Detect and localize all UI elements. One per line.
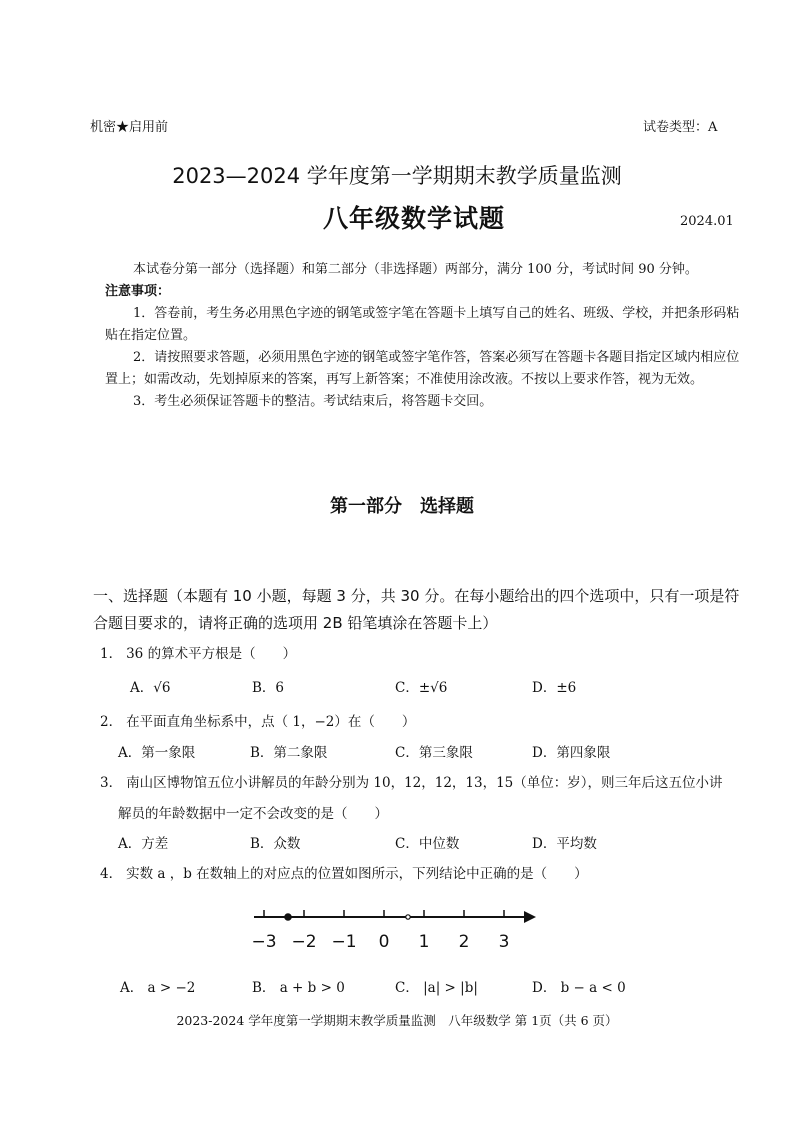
question-number: 3． xyxy=(100,775,123,791)
question-text-line1: 南山区博物馆五位小讲解员的年龄分别为 10，12，12，13，15（单位：岁），则三年后这五位小讲 xyxy=(126,775,723,791)
number-line-figure xyxy=(240,900,550,956)
point-b xyxy=(406,915,410,919)
tick-label: −2 xyxy=(291,932,317,952)
tick-label: 1 xyxy=(418,932,430,952)
question-number: 2． xyxy=(100,714,123,730)
tick-label: −3 xyxy=(251,932,277,952)
notes-heading: 注意事项： xyxy=(105,284,171,299)
tick-label: 2 xyxy=(458,932,470,952)
option-c: C．±√6 xyxy=(395,680,448,696)
question-3 xyxy=(100,771,723,791)
arrow-head-icon xyxy=(524,911,536,923)
option-c: C． |a| > |b| xyxy=(395,980,478,996)
option-b: B． a + b > 0 xyxy=(252,980,345,996)
question-2 xyxy=(100,710,415,730)
number-line-ticks xyxy=(264,910,504,917)
question-number: 1． xyxy=(100,646,123,662)
exam-main-title: 2023—2024 学年度第一学期期末教学质量监测 xyxy=(172,164,622,188)
exam-date: 2024.01 xyxy=(680,214,734,229)
note-2: 2．请按照要求答题，必须用黑色字迹的钢笔或签字笔作答，答案必须写在答题卡各题目指定区域内相应位置上；如需改动，先划掉原来的答案，再写上新答案；不准使用涂改液。不按以上要求作答，视为无效。 xyxy=(105,350,740,387)
option-a: A．√6 xyxy=(130,680,171,696)
option-a: A．方差 xyxy=(118,836,169,852)
instructions-block xyxy=(105,259,745,413)
option-d: D．平均数 xyxy=(532,836,597,852)
question-text: 在平面直角坐标系中，点（ 1，−2）在（ ） xyxy=(126,714,416,730)
question-4 xyxy=(100,862,588,882)
option-c: C．中位数 xyxy=(395,836,460,852)
instructions-intro: 本试卷分第一部分（选择题）和第二部分（非选择题）两部分，满分 100 分，考试时间 90 分钟。 xyxy=(133,262,698,277)
question-1 xyxy=(100,642,296,662)
part-title: 第一部分 选择题 xyxy=(330,496,474,517)
option-c: C．第三象限 xyxy=(395,745,473,761)
confidential-label: 机密★启用前 xyxy=(90,120,169,135)
tick-label: 3 xyxy=(498,932,510,952)
tick-label: −1 xyxy=(331,932,357,952)
paper-type-label: 试卷类型：A xyxy=(643,120,718,135)
exam-sub-title: 八年级数学试题 xyxy=(323,204,506,233)
note-3: 3．考生必须保证答题卡的整洁。考试结束后，将答题卡交回。 xyxy=(133,394,493,409)
page-footer: 2023-2024 学年度第一学期期末教学质量监测 八年级数学 第 1页（共 6 页） xyxy=(176,1013,618,1028)
option-a: A．第一象限 xyxy=(118,745,196,761)
question-number: 4． xyxy=(100,866,123,882)
option-b: B．6 xyxy=(252,680,285,696)
tick-label: 0 xyxy=(378,932,390,952)
option-d: D． b − a < 0 xyxy=(532,980,626,996)
option-d: D．第四象限 xyxy=(532,745,611,761)
section-heading: 一、选择题（本题有 10 小题，每题 3 分，共 30 分。在每小题给出的四个选项中，只有一项是符合题目要求的，请将正确的选项用 2B 铅笔填涂在答题卡上） xyxy=(93,587,740,632)
point-a xyxy=(285,914,291,920)
option-b: B．众数 xyxy=(250,836,301,852)
question-3-line2: 解员的年龄数据中一定不会改变的是（ ） xyxy=(118,806,388,822)
number-line-labels xyxy=(251,932,509,952)
option-d: D．±6 xyxy=(532,680,577,696)
note-1: 1．答卷前，考生务必用黑色字迹的钢笔或签字笔在答题卡上填写自己的姓名、班级、学校，并把条形码粘贴在指定位置。 xyxy=(105,306,740,343)
option-a: A． a > −2 xyxy=(120,980,196,996)
option-b: B．第二象限 xyxy=(250,745,328,761)
question-text: 实数 a ，b 在数轴上的对应点的位置如图所示，下列结论中正确的是（ ） xyxy=(126,866,588,882)
question-text: 36 的算术平方根是（ ） xyxy=(126,646,297,662)
